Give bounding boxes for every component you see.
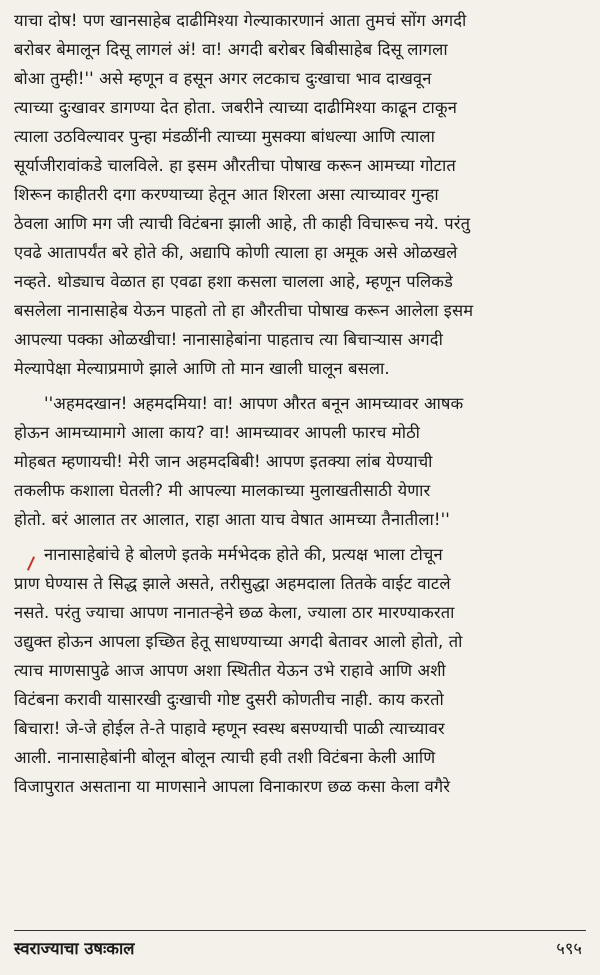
page-footer: [14, 934, 586, 964]
text-line: एवढे आतापर्यंत बरे होते की, अद्यापि कोणी त्याला हा अमूक असे ओळखले: [14, 243, 458, 262]
text-line: विजापुरात असताना या माणसाने आपला विनाकारण छळ कसा केला वगैरे: [14, 777, 451, 796]
text-line: बरोबर बेमालून दिसू लागलं अं! वा! अगदी बरोबर बिबीसाहेब दिसू लागला: [14, 40, 448, 59]
page-body: [14, 6, 586, 801]
text-line: ठेवला आणि मग जी त्याची विटंबना झाली आहे, ती काही विचारूच नये. परंतु: [14, 214, 471, 233]
text-line: बिचारा! जे-जे होईल ते-ते पाहावे म्हणून स्वस्थ बसण्याची पाळी त्याच्यावर: [14, 719, 445, 738]
text-line: बोआ तुम्ही!'' असे म्हणून व हसून अगर लटकाच दुःखाचा भाव दाखवून: [14, 69, 432, 88]
text-line: होतो. बरं आलात तर आलात, राहा आता याच वेषात आमच्या तैनातीला!'': [14, 510, 450, 529]
text-line: आली. नानासाहेबांनी बोलून बोलून त्याची हवी तशी विटंबना केली आणि: [14, 748, 436, 767]
footer-rule: [14, 930, 586, 931]
page-number: ५९५: [556, 939, 582, 958]
paragraph-start-line: ''अहमदखान! अहमदमिया! वा! आपण औरत बनून आमच्यावर आषक: [44, 394, 464, 413]
text-line: मोहबत म्हणायची! मेरी जान अहमदबिबी! आपण इतक्या लांब येण्याची: [14, 452, 433, 471]
text-line: त्याच माणसापुढे आज आपण अशा स्थितीत येऊन उभे राहावे आणि अशी: [14, 661, 446, 680]
book-title: स्वराज्याचा उषःकाल: [14, 939, 135, 958]
text-line: नव्हते. थोड्याच वेळात हा एवढा हशा कसला चालला आहे, म्हणून पलिकडे: [14, 272, 453, 291]
text-line: सूर्याजीरावांकडे चालविले. हा इसम औरतीचा पोषाख करून आमच्या गोटात: [14, 156, 456, 175]
text-line: प्राण घेण्यास ते सिद्ध झाले असते, तरीसुद्धा अहमदाला तितके वाईट वाटले: [14, 574, 451, 593]
text-line: नसते. परंतु ज्याचा आपण नानातऱ्हेने छळ केला, ज्याला ठार मारण्याकरता: [14, 603, 455, 622]
text-line: उद्युक्त होऊन आपला इच्छित हेतू साधण्याच्या अगदी बेतावर आलो होतो, तो: [14, 632, 463, 651]
text-line: याचा दोष! पण खानसाहेब दाढीमिश्या गेल्याकारणानं आता तुमचं सोंग अगदी: [14, 11, 467, 30]
text-line: आपल्या पक्का ओळखीचा! नानासाहेबांना पाहताच त्या बिचाऱ्यास अगदी: [14, 330, 443, 349]
text-line: बसलेला नानासाहेब येऊन पाहतो तो हा औरतीचा पोषाख करून आलेला इसम: [14, 301, 474, 320]
paragraph-start-line: नानासाहेबांचे हे बोलणे इतके मर्मभेदक होते की, प्रत्यक्ष भाला टोचून: [44, 545, 443, 564]
text-line: विटंबना करावी यासारखी दुःखाची गोष्ट दुसरी कोणतीच नाही. काय करतो: [14, 690, 444, 709]
text-line: त्याला उठविल्यावर पुन्हा मंडळींनी त्याच्या मुसक्या बांधल्या आणि त्याला: [14, 127, 435, 146]
text-line: होऊन आमच्यामागे आला काय? वा! आमच्यावर आपली फारच मोठी: [14, 423, 421, 442]
text-line: तकलीफ कशाला घेतली? मी आपल्या मालकाच्या मुलाखतीसाठी येणार: [14, 481, 431, 500]
text-line: शिरून काहीतरी दगा करण्याच्या हेतून आत शिरला असा त्याच्यावर गुन्हा: [14, 185, 439, 204]
text-line: त्याच्या दुःखावर डागण्या देत होता. जबरीने त्याच्या दाढीमिश्या काढून टाकून: [14, 98, 457, 117]
text-line: मेल्यापेक्षा मेल्याप्रमाणे झाले आणि तो मान खाली घालून बसला.: [14, 359, 390, 378]
